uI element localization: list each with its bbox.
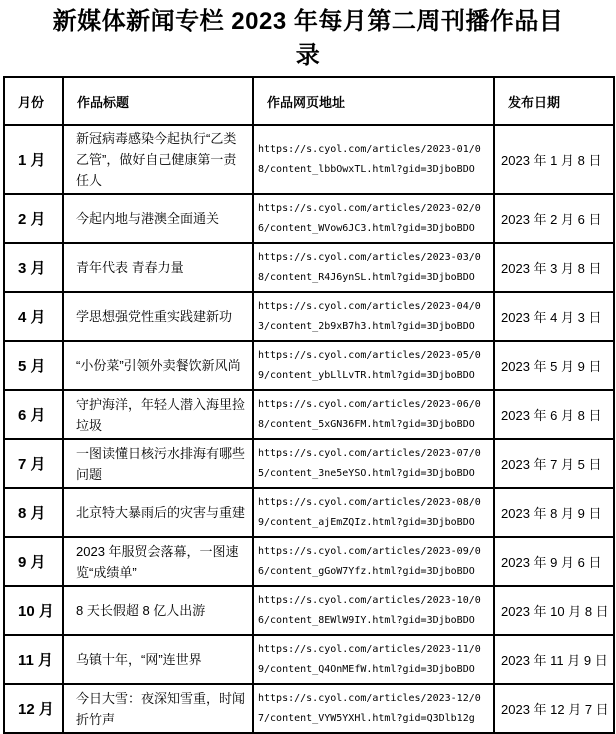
work-url-text: https://s.cyol.com/articles/2023-05/09/content_ybLlLvTR.html?gid=3DjboBDO xyxy=(258,349,481,381)
work-url-text: https://s.cyol.com/articles/2023-12/07/content_VYW5YXHl.html?gid=Q3Dlb12g xyxy=(258,692,481,724)
column-header-publish-date: 发布日期 xyxy=(494,77,614,125)
work-url-text: https://s.cyol.com/articles/2023-04/03/content_2b9xB7h3.html?gid=3DjboBDO xyxy=(258,300,481,332)
cell-work-url xyxy=(253,684,494,733)
table-row xyxy=(4,341,614,390)
table-body xyxy=(4,125,614,733)
cell-work-title: 今起内地与港澳全面通关 xyxy=(63,194,253,243)
cell-month: 4 月 xyxy=(4,292,63,341)
work-url-text: https://s.cyol.com/articles/2023-03/08/content_R4J6ynSL.html?gid=3DjboBDO xyxy=(258,251,481,283)
column-header-work-url: 作品网页地址 xyxy=(253,77,494,125)
work-url-text: https://s.cyol.com/articles/2023-02/06/content_WVow6JC3.html?gid=3DjboBDO xyxy=(258,202,481,234)
cell-publish-date: 2023 年 9 月 6 日 xyxy=(494,537,614,586)
cell-work-title: 青年代表 青春力量 xyxy=(63,243,253,292)
cell-month: 1 月 xyxy=(4,125,63,194)
cell-work-url xyxy=(253,390,494,439)
cell-month: 7 月 xyxy=(4,439,63,488)
table-row xyxy=(4,292,614,341)
work-url-text: https://s.cyol.com/articles/2023-06/08/content_5xGN36FM.html?gid=3DjboBDO xyxy=(258,398,481,430)
cell-publish-date: 2023 年 5 月 9 日 xyxy=(494,341,614,390)
cell-work-url xyxy=(253,292,494,341)
cell-work-title: 一图读懂日核污水排海有哪些问题 xyxy=(63,439,253,488)
cell-month: 9 月 xyxy=(4,537,63,586)
work-url-text: https://s.cyol.com/articles/2023-10/06/content_8EWlW9IY.html?gid=3DjboBDO xyxy=(258,594,481,626)
cell-publish-date: 2023 年 3 月 8 日 xyxy=(494,243,614,292)
cell-work-url xyxy=(253,537,494,586)
work-url-text: https://s.cyol.com/articles/2023-01/08/content_lbbOwxTL.html?gid=3DjboBDO xyxy=(258,143,481,175)
cell-work-url xyxy=(253,439,494,488)
work-url-text: https://s.cyol.com/articles/2023-09/06/content_gGoW7Yfz.html?gid=3DjboBDO xyxy=(258,545,481,577)
cell-publish-date: 2023 年 2 月 6 日 xyxy=(494,194,614,243)
cell-work-title: 乌镇十年，“网”连世界 xyxy=(63,635,253,684)
cell-work-url xyxy=(253,488,494,537)
cell-work-url xyxy=(253,635,494,684)
cell-month: 12 月 xyxy=(4,684,63,733)
cell-work-title: 守护海洋，年轻人潜入海里捡垃圾 xyxy=(63,390,253,439)
cell-month: 3 月 xyxy=(4,243,63,292)
cell-publish-date: 2023 年 4 月 3 日 xyxy=(494,292,614,341)
table-row xyxy=(4,390,614,439)
cell-work-url xyxy=(253,243,494,292)
cell-publish-date: 2023 年 10 月 8 日 xyxy=(494,586,614,635)
cell-work-url xyxy=(253,194,494,243)
cell-work-title: “小份菜”引领外卖餐饮新风尚 xyxy=(63,341,253,390)
cell-work-url xyxy=(253,586,494,635)
table-row xyxy=(4,194,614,243)
cell-publish-date: 2023 年 11 月 9 日 xyxy=(494,635,614,684)
table-row xyxy=(4,586,614,635)
cell-publish-date: 2023 年 12 月 7 日 xyxy=(494,684,614,733)
cell-month: 5 月 xyxy=(4,341,63,390)
cell-work-url xyxy=(253,341,494,390)
cell-publish-date: 2023 年 8 月 9 日 xyxy=(494,488,614,537)
column-header-work-title: 作品标题 xyxy=(63,77,253,125)
cell-month: 8 月 xyxy=(4,488,63,537)
work-url-text: https://s.cyol.com/articles/2023-07/05/content_3ne5eYSO.html?gid=3DjboBDO xyxy=(258,447,481,479)
table-row xyxy=(4,125,614,194)
table-row xyxy=(4,488,614,537)
table-header-row xyxy=(4,77,614,125)
works-catalog-table xyxy=(3,76,615,734)
work-url-text: https://s.cyol.com/articles/2023-08/09/content_ajEmZQIz.html?gid=3DjboBDO xyxy=(258,496,481,528)
cell-work-title: 学思想强党性重实践建新功 xyxy=(63,292,253,341)
table-row xyxy=(4,635,614,684)
cell-publish-date: 2023 年 7 月 5 日 xyxy=(494,439,614,488)
cell-month: 2 月 xyxy=(4,194,63,243)
table-row xyxy=(4,439,614,488)
cell-month: 10 月 xyxy=(4,586,63,635)
table-row xyxy=(4,684,614,733)
cell-work-title: 8 天长假超 8 亿人出游 xyxy=(63,586,253,635)
cell-month: 11 月 xyxy=(4,635,63,684)
cell-work-title: 今日大雪：夜深知雪重，时闻折竹声 xyxy=(63,684,253,733)
cell-publish-date: 2023 年 1 月 8 日 xyxy=(494,125,614,194)
column-header-month: 月份 xyxy=(4,77,63,125)
cell-work-title: 北京特大暴雨后的灾害与重建 xyxy=(63,488,253,537)
cell-work-url xyxy=(253,125,494,194)
cell-publish-date: 2023 年 6 月 8 日 xyxy=(494,390,614,439)
work-url-text: https://s.cyol.com/articles/2023-11/09/content_Q4OnMEfW.html?gid=3DjboBDO xyxy=(258,643,481,675)
table-row xyxy=(4,243,614,292)
page-title: 新媒体新闻专栏 2023 年每月第二周刊播作品目录 xyxy=(52,8,564,69)
cell-work-title: 新冠病毒感染今起执行“乙类乙管”，做好自己健康第一责任人 xyxy=(63,125,253,194)
cell-work-title: 2023 年服贸会落幕，一图速览“成绩单” xyxy=(63,537,253,586)
cell-month: 6 月 xyxy=(4,390,63,439)
table-row xyxy=(4,537,614,586)
